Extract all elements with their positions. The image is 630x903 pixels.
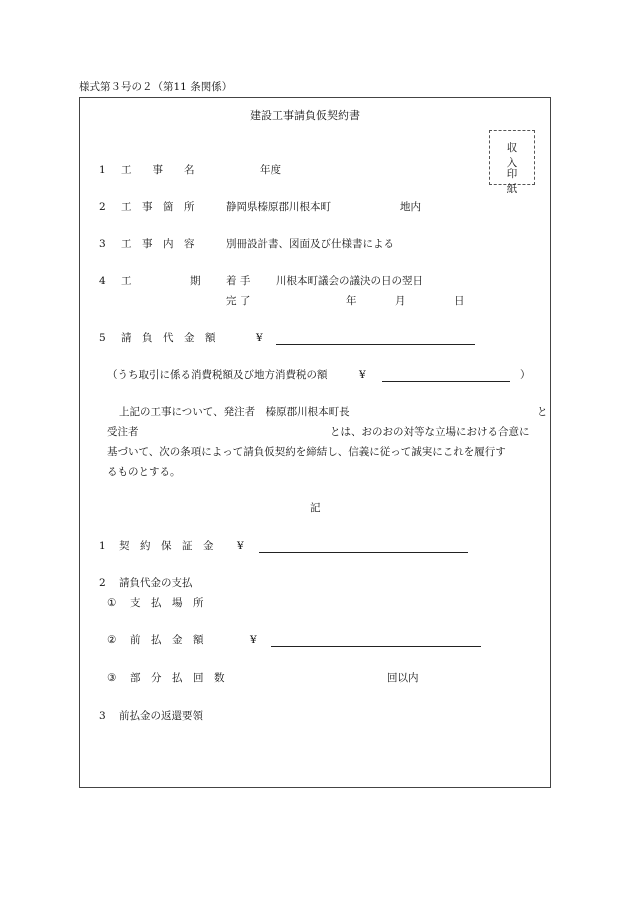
sec2-label: 請負代金の支払 [119, 577, 193, 589]
sec2c-value: 回以内 [387, 672, 419, 684]
ki-heading: 記 [310, 502, 321, 514]
item2-suffix: 地内 [400, 201, 421, 213]
item1-value: 年度 [260, 164, 281, 176]
item2-number: 2 [99, 201, 106, 213]
revenue-stamp-box [489, 130, 535, 195]
tax-amount-line [382, 381, 510, 382]
sec1-number: 1 [99, 540, 106, 552]
item4-label: 工 [121, 275, 132, 287]
sec2a-label: 支 払 場 所 [130, 597, 204, 609]
tax-prefix: （うち取引に係る消費税額及び地方消費税の額 [107, 369, 328, 381]
body-line1a: 上記の工事について、発注者 榛原郡川根本町長 [119, 406, 350, 418]
sec2a-number: ① [107, 597, 117, 609]
item4-day: 日 [454, 295, 465, 307]
item2-value: 静岡県榛原郡川根本町 [226, 201, 331, 213]
item5-label: 請 負 代 金 額 [121, 332, 216, 344]
body-line1b: と [537, 406, 548, 418]
item4-start-label: 着 手 [226, 275, 251, 287]
sec2b-number: ② [107, 634, 117, 646]
item4-year: 年 [346, 295, 357, 307]
sec3-label: 前払金の返還要領 [119, 710, 203, 722]
body-line2a: 受注者 [107, 426, 139, 438]
item4-month: 月 [395, 295, 406, 307]
item1-number: 1 [99, 164, 106, 176]
sec1-label: 契 約 保 証 金 [119, 540, 214, 552]
stamp-label-line1: 収入 [506, 142, 526, 169]
item2-label: 工 事 箇 所 [121, 201, 195, 213]
sec1-amount-line [259, 552, 468, 553]
sec2b-label: 前 払 金 額 [130, 634, 204, 646]
body-line2b: とは、おのおの対等な立場における合意に [330, 426, 530, 438]
body-line4: るものとする。 [107, 466, 181, 478]
item3-value: 別冊設計書、図面及び仕様書による [226, 238, 394, 250]
sec2c-number: ③ [107, 672, 117, 684]
sec1-yen: ¥ [237, 540, 244, 552]
tax-close: ） [520, 369, 531, 381]
sec2b-amount-line [271, 646, 481, 647]
item4-label2: 期 [190, 275, 201, 287]
item4-start-value: 川根本町議会の議決の日の翌日 [276, 275, 423, 287]
sec2-number: 2 [99, 577, 106, 589]
document-title: 建設工事請負仮契約書 [250, 109, 360, 122]
sec3-number: 3 [99, 710, 106, 722]
item1-label: 工 事 名 [121, 164, 195, 176]
item3-number: 3 [99, 238, 106, 250]
item5-number: 5 [99, 332, 106, 344]
item5-amount-line [276, 344, 475, 345]
sec2b-yen: ¥ [250, 634, 257, 646]
form-number-label: 様式第３号の２（第11 条関係） [79, 81, 233, 93]
item3-label: 工 事 内 容 [121, 238, 195, 250]
body-line3: 基づいて、次の条項によって請負仮契約を締結し、信義に従って誠実にこれを履行す [107, 446, 506, 458]
item4-end-label: 完 了 [226, 295, 251, 307]
item5-yen: ¥ [256, 332, 263, 344]
sec2c-label: 部 分 払 回 数 [130, 672, 225, 684]
stamp-label-line2: 印紙 [506, 168, 526, 195]
tax-yen: ¥ [359, 369, 366, 381]
item4-number: 4 [99, 275, 106, 287]
